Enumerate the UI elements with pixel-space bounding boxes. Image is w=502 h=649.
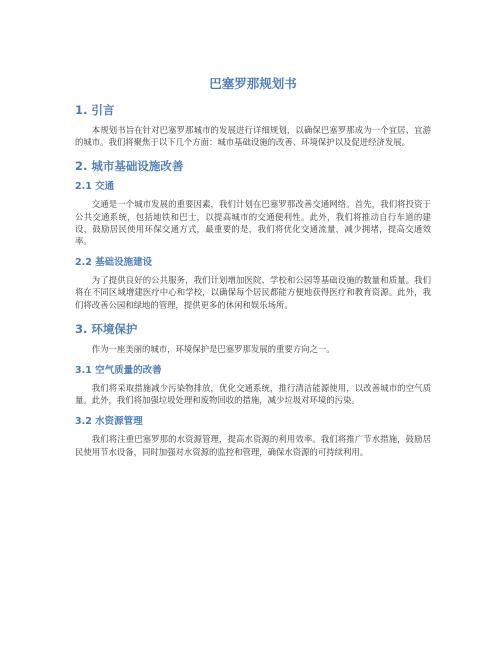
subsection-heading-air-quality: 3.1 空气质量的改善 bbox=[75, 365, 162, 377]
infrastructure-construction-paragraph: 为了提供良好的公共服务，我们计划增加医院、学校和公园等基础设施的数量和质量。我们将在不同区域增建医疗中心和学校，以确保每个居民都能方便地获得医疗和教育资源。此外，我们将改善公园和绿地的管理，提供更多的休闲和娱乐场所。 bbox=[75, 275, 431, 310]
section-heading-environment: 3. 环境保护 bbox=[75, 321, 138, 336]
transport-paragraph: 交通是一个城市发展的重要因素，我们计划在巴塞罗那改善交通网络。首先，我们将投资于公共交通系统，包括地铁和巴士，以提高城市的交通便利性。此外，我们将推动自行车道的建设，鼓励居民使用环保交通方式，最重要的是，我们将优化交通流量，减少拥堵，提高交通效率。 bbox=[75, 199, 431, 247]
section-heading-infrastructure: 2. 城市基础设施改善 bbox=[75, 159, 184, 174]
subsection-heading-infrastructure-construction: 2.2 基础设施建设 bbox=[75, 257, 153, 269]
subsection-heading-transport: 2.1 交通 bbox=[75, 181, 115, 193]
water-management-paragraph: 我们将注重巴塞罗那的水资源管理，提高水资源的利用效率。我们将推广节水措施，鼓励居民使用节水设备，同时加强对水资源的监控和管理，确保水资源的可持续利用。 bbox=[75, 434, 431, 457]
environment-intro-paragraph: 作为一座美丽的城市，环境保护是巴塞罗那发展的重要方向之一。 bbox=[91, 343, 335, 354]
section-heading-introduction: 1. 引言 bbox=[75, 103, 115, 117]
subsection-heading-water-management: 3.2 水资源管理 bbox=[75, 416, 143, 428]
document-title: 巴塞罗那规划书 bbox=[209, 76, 297, 91]
document-page bbox=[75, 76, 431, 458]
air-quality-paragraph: 我们将采取措施减少污染物排放，优化交通系统，推行清洁能源使用，以改善城市的空气质量。此外，我们将加强垃圾处理和废物回收的措施，减少垃圾对环境的污染。 bbox=[75, 383, 431, 406]
introduction-paragraph: 本规划书旨在针对巴塞罗那城市的发展进行详细规划，以确保巴塞罗那成为一个宜居、宜游的城市。我们将聚焦于以下几个方面：城市基础设施的改善、环境保护以及促进经济发展。 bbox=[75, 125, 431, 148]
